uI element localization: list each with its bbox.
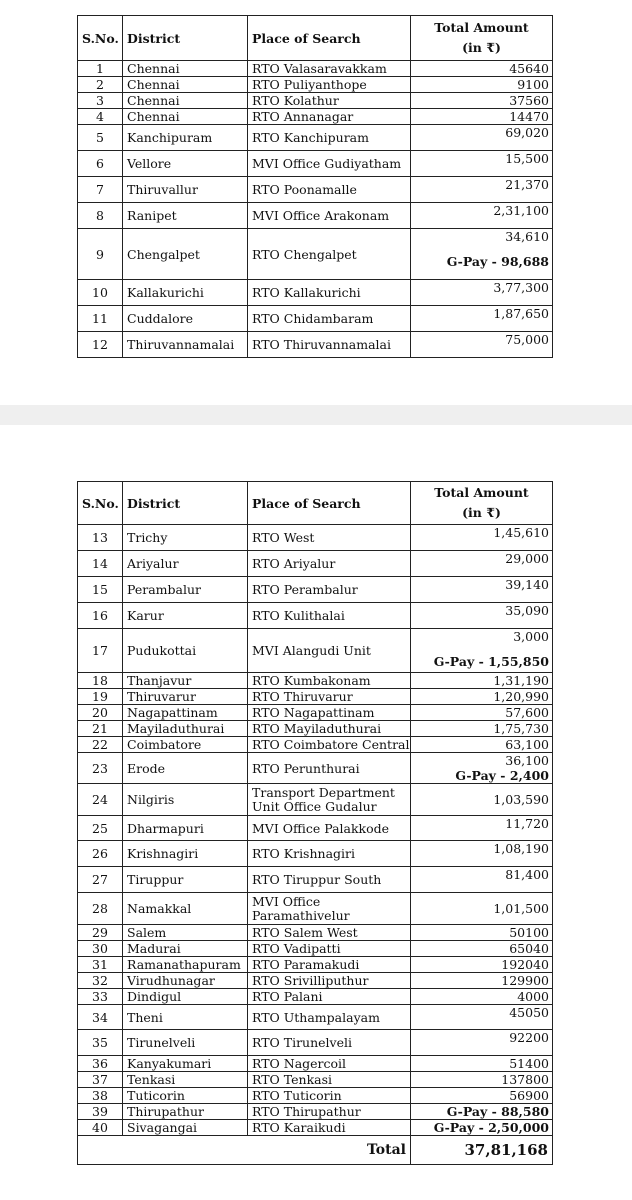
row-sno: 25 xyxy=(78,816,123,841)
table-row xyxy=(78,1005,553,1030)
amount-value: 36,100 xyxy=(505,753,549,768)
table-row xyxy=(78,61,553,77)
row-amount xyxy=(411,1056,553,1072)
row-place: RTO Thirupathur xyxy=(248,1104,411,1120)
amount-value: 1,08,190 xyxy=(493,841,549,856)
row-amount xyxy=(411,673,553,689)
row-amount xyxy=(411,784,553,816)
row-sno: 30 xyxy=(78,941,123,957)
row-district: Chennai xyxy=(123,61,248,77)
table-row xyxy=(78,841,553,867)
row-district: Tirunelveli xyxy=(123,1030,248,1056)
row-sno: 1 xyxy=(78,61,123,77)
table-row xyxy=(78,816,553,841)
row-district: Theni xyxy=(123,1005,248,1030)
row-sno: 2 xyxy=(78,77,123,93)
table-row xyxy=(78,203,553,229)
row-place: RTO Poonamalle xyxy=(248,177,411,203)
row-district: Thanjavur xyxy=(123,673,248,689)
row-place: RTO Tirunelveli xyxy=(248,1030,411,1056)
table-row xyxy=(78,1056,553,1072)
row-amount xyxy=(411,61,553,77)
row-amount xyxy=(411,93,553,109)
row-sno: 31 xyxy=(78,957,123,973)
table-row xyxy=(78,125,553,151)
row-amount xyxy=(411,1072,553,1088)
table-row xyxy=(78,151,553,177)
amount-value: 21,370 xyxy=(505,177,549,192)
row-amount xyxy=(411,973,553,989)
row-place: RTO Kallakurichi xyxy=(248,280,411,306)
gpay-value: - 98,688 xyxy=(487,254,549,269)
table-row xyxy=(78,925,553,941)
row-district: Dindigul xyxy=(123,989,248,1005)
row-sno: 11 xyxy=(78,306,123,332)
document-page-2 xyxy=(0,425,632,1200)
search-amount-table-part2 xyxy=(77,481,553,1165)
gpay-value: - 88,580 xyxy=(487,1104,549,1119)
table-row xyxy=(78,973,553,989)
row-sno: 17 xyxy=(78,629,123,673)
gpay-label: G-Pay xyxy=(433,654,475,669)
row-sno: 4 xyxy=(78,109,123,125)
row-amount xyxy=(411,177,553,203)
row-district: Karur xyxy=(123,603,248,629)
row-amount xyxy=(411,816,553,841)
row-amount xyxy=(411,280,553,306)
table-row xyxy=(78,1120,553,1136)
row-sno: 40 xyxy=(78,1120,123,1136)
table-row xyxy=(78,629,553,673)
row-sno: 14 xyxy=(78,551,123,577)
row-amount xyxy=(411,1030,553,1056)
gpay-value: - 1,55,850 xyxy=(474,654,549,669)
row-place: RTO Mayiladuthurai xyxy=(248,721,411,737)
header-district: District xyxy=(123,16,248,61)
amount-value: 81,400 xyxy=(505,867,549,882)
amount-value: 192040 xyxy=(501,957,549,972)
row-place: MVI Office Paramathivelur xyxy=(248,893,411,925)
row-district: Tenkasi xyxy=(123,1072,248,1088)
row-district: Mayiladuthurai xyxy=(123,721,248,737)
amount-value: 9100 xyxy=(517,77,549,92)
row-amount xyxy=(411,1088,553,1104)
row-place: RTO Valasaravakkam xyxy=(248,61,411,77)
table-row xyxy=(78,577,553,603)
row-sno: 10 xyxy=(78,280,123,306)
table-row xyxy=(78,737,553,753)
row-place: MVI Office Gudiyatham xyxy=(248,151,411,177)
table-row xyxy=(78,551,553,577)
amount-value: 37560 xyxy=(509,93,549,108)
total-row xyxy=(78,1136,553,1165)
amount-value: 3,77,300 xyxy=(493,280,549,295)
table-row xyxy=(78,306,553,332)
row-place: RTO Kanchipuram xyxy=(248,125,411,151)
row-amount xyxy=(411,525,553,551)
row-sno: 39 xyxy=(78,1104,123,1120)
header-amount-unit: (in ₹) xyxy=(462,40,501,55)
row-sno: 38 xyxy=(78,1088,123,1104)
row-place: MVI Office Arakonam xyxy=(248,203,411,229)
row-place: RTO Chidambaram xyxy=(248,306,411,332)
row-sno: 22 xyxy=(78,737,123,753)
amount-value: 1,03,590 xyxy=(493,792,549,807)
amount-value: 1,20,990 xyxy=(493,689,549,704)
amount-value: 14470 xyxy=(509,109,549,124)
table-row xyxy=(78,753,553,784)
row-amount xyxy=(411,689,553,705)
table-row xyxy=(78,1030,553,1056)
row-sno: 23 xyxy=(78,753,123,784)
header-amount-unit: (in ₹) xyxy=(462,505,501,520)
row-district: Trichy xyxy=(123,525,248,551)
row-amount xyxy=(411,867,553,893)
row-sno: 18 xyxy=(78,673,123,689)
row-place: RTO Kumbakonam xyxy=(248,673,411,689)
row-sno: 13 xyxy=(78,525,123,551)
row-sno: 7 xyxy=(78,177,123,203)
amount-value: 1,75,730 xyxy=(493,721,549,736)
table-row xyxy=(78,705,553,721)
row-sno: 8 xyxy=(78,203,123,229)
row-district: Virudhunagar xyxy=(123,973,248,989)
table-row xyxy=(78,77,553,93)
row-place: RTO Nagapattinam xyxy=(248,705,411,721)
row-district: Chennai xyxy=(123,93,248,109)
amount-value: 75,000 xyxy=(505,332,549,347)
row-amount xyxy=(411,629,553,673)
row-place: RTO Annanagar xyxy=(248,109,411,125)
row-district: Chennai xyxy=(123,109,248,125)
row-sno: 32 xyxy=(78,973,123,989)
amount-value: 35,090 xyxy=(505,603,549,618)
gpay-amount xyxy=(415,654,549,669)
row-amount xyxy=(411,893,553,925)
row-sno: 29 xyxy=(78,925,123,941)
amount-value: 56900 xyxy=(509,1088,549,1103)
header-amount-title: Total Amount xyxy=(434,20,529,35)
row-district: Ariyalur xyxy=(123,551,248,577)
row-place: RTO Tenkasi xyxy=(248,1072,411,1088)
gpay-value: - 2,50,000 xyxy=(474,1120,549,1135)
row-place: RTO Thiruvarur xyxy=(248,689,411,705)
row-place: RTO Tiruppur South xyxy=(248,867,411,893)
row-district: Thiruvarur xyxy=(123,689,248,705)
gpay-amount xyxy=(415,768,549,783)
table-row xyxy=(78,603,553,629)
row-amount xyxy=(411,229,553,280)
row-sno: 5 xyxy=(78,125,123,151)
row-amount xyxy=(411,737,553,753)
table-row xyxy=(78,893,553,925)
row-sno: 9 xyxy=(78,229,123,280)
row-district: Salem xyxy=(123,925,248,941)
row-district: Pudukottai xyxy=(123,629,248,673)
search-amount-table-part1 xyxy=(77,15,553,358)
row-sno: 20 xyxy=(78,705,123,721)
row-place: RTO Nagercoil xyxy=(248,1056,411,1072)
table-row xyxy=(78,229,553,280)
row-amount xyxy=(411,203,553,229)
table-row xyxy=(78,689,553,705)
row-place: RTO Salem West xyxy=(248,925,411,941)
row-sno: 15 xyxy=(78,577,123,603)
amount-value: 39,140 xyxy=(505,577,549,592)
row-place: RTO West xyxy=(248,525,411,551)
row-sno: 34 xyxy=(78,1005,123,1030)
row-district: Namakkal xyxy=(123,893,248,925)
table-row xyxy=(78,673,553,689)
amount-value: 4000 xyxy=(517,989,549,1004)
row-amount xyxy=(411,151,553,177)
table-row xyxy=(78,989,553,1005)
total-label: Total xyxy=(78,1136,411,1165)
row-place: RTO Perambalur xyxy=(248,577,411,603)
amount-value: 69,020 xyxy=(505,125,549,140)
row-district: Kallakurichi xyxy=(123,280,248,306)
row-amount xyxy=(411,705,553,721)
row-place: RTO Srivilliputhur xyxy=(248,973,411,989)
row-amount xyxy=(411,721,553,737)
header-district: District xyxy=(123,482,248,525)
table-row xyxy=(78,1072,553,1088)
row-district: Ranipet xyxy=(123,203,248,229)
gpay-amount xyxy=(415,1120,549,1135)
row-district: Krishnagiri xyxy=(123,841,248,867)
row-district: Erode xyxy=(123,753,248,784)
row-district: Dharmapuri xyxy=(123,816,248,841)
table-row xyxy=(78,332,553,358)
row-place: RTO Thiruvannamalai xyxy=(248,332,411,358)
row-sno: 3 xyxy=(78,93,123,109)
table-row xyxy=(78,1104,553,1120)
row-sno: 26 xyxy=(78,841,123,867)
table-row xyxy=(78,957,553,973)
table-row xyxy=(78,784,553,816)
row-district: Nagapattinam xyxy=(123,705,248,721)
header-amount-title: Total Amount xyxy=(434,485,529,500)
row-amount xyxy=(411,306,553,332)
header-place: Place of Search xyxy=(248,16,411,61)
row-district: Tuticorin xyxy=(123,1088,248,1104)
row-district: Perambalur xyxy=(123,577,248,603)
row-district: Nilgiris xyxy=(123,784,248,816)
header-amount xyxy=(411,16,553,61)
row-place: RTO Kolathur xyxy=(248,93,411,109)
table-row xyxy=(78,867,553,893)
row-district: Madurai xyxy=(123,941,248,957)
row-sno: 6 xyxy=(78,151,123,177)
amount-value: 11,720 xyxy=(505,816,549,831)
row-place: RTO Vadipatti xyxy=(248,941,411,957)
amount-value: 129900 xyxy=(501,973,549,988)
row-place: RTO Paramakudi xyxy=(248,957,411,973)
row-amount xyxy=(411,77,553,93)
row-sno: 37 xyxy=(78,1072,123,1088)
table-row xyxy=(78,525,553,551)
row-place: RTO Puliyanthope xyxy=(248,77,411,93)
document-page-1 xyxy=(0,0,632,405)
row-district: Thiruvannamalai xyxy=(123,332,248,358)
row-district: Kanchipuram xyxy=(123,125,248,151)
row-place: RTO Tuticorin xyxy=(248,1088,411,1104)
amount-value: 45050 xyxy=(509,1005,549,1020)
table-row xyxy=(78,1088,553,1104)
header-sno: S.No. xyxy=(78,482,123,525)
row-sno: 19 xyxy=(78,689,123,705)
gpay-label: G-Pay xyxy=(446,1104,488,1119)
table-row xyxy=(78,109,553,125)
row-place: RTO Karaikudi xyxy=(248,1120,411,1136)
amount-value: 45640 xyxy=(509,61,549,76)
gpay-label: G-Pay xyxy=(455,768,496,783)
amount-value: 1,45,610 xyxy=(493,525,549,540)
row-district: Thiruvallur xyxy=(123,177,248,203)
row-amount xyxy=(411,989,553,1005)
gpay-label: G-Pay xyxy=(446,254,488,269)
row-place: MVI Office Palakkode xyxy=(248,816,411,841)
row-sno: 27 xyxy=(78,867,123,893)
row-amount xyxy=(411,925,553,941)
table-row xyxy=(78,941,553,957)
amount-value: 29,000 xyxy=(505,551,549,566)
amount-value: 15,500 xyxy=(505,151,549,166)
amount-value: 2,31,100 xyxy=(493,203,549,218)
table-row xyxy=(78,721,553,737)
row-district: Chennai xyxy=(123,77,248,93)
row-sno: 16 xyxy=(78,603,123,629)
amount-value: 51400 xyxy=(509,1056,549,1071)
amount-value: 63,100 xyxy=(505,737,549,752)
amount-value: 137800 xyxy=(501,1072,549,1087)
gpay-amount xyxy=(415,1104,549,1119)
row-district: Thirupathur xyxy=(123,1104,248,1120)
amount-value: 50100 xyxy=(509,925,549,940)
amount-value: 57,600 xyxy=(505,705,549,720)
row-place: RTO Chengalpet xyxy=(248,229,411,280)
row-amount xyxy=(411,125,553,151)
row-sno: 12 xyxy=(78,332,123,358)
row-district: Tiruppur xyxy=(123,867,248,893)
row-place: RTO Perunthurai xyxy=(248,753,411,784)
row-place: RTO Coimbatore Central xyxy=(248,737,411,753)
row-amount xyxy=(411,551,553,577)
total-value: 37,81,168 xyxy=(411,1136,553,1165)
table-header-row xyxy=(78,482,553,525)
row-place: RTO Uthampalayam xyxy=(248,1005,411,1030)
row-place: MVI Alangudi Unit xyxy=(248,629,411,673)
row-district: Chengalpet xyxy=(123,229,248,280)
header-amount xyxy=(411,482,553,525)
row-amount xyxy=(411,841,553,867)
row-amount xyxy=(411,109,553,125)
table-header-row xyxy=(78,16,553,61)
row-sno: 21 xyxy=(78,721,123,737)
row-sno: 24 xyxy=(78,784,123,816)
amount-value: 92200 xyxy=(509,1030,549,1045)
header-place: Place of Search xyxy=(248,482,411,525)
table-row xyxy=(78,93,553,109)
header-sno: S.No. xyxy=(78,16,123,61)
gpay-value: - 2,400 xyxy=(495,768,549,783)
row-place: RTO Krishnagiri xyxy=(248,841,411,867)
amount-value: 34,610 xyxy=(505,229,549,244)
amount-value: 1,01,500 xyxy=(493,901,549,916)
gpay-label: G-Pay xyxy=(433,1120,475,1135)
row-sno: 36 xyxy=(78,1056,123,1072)
row-amount xyxy=(411,603,553,629)
row-district: Coimbatore xyxy=(123,737,248,753)
row-amount xyxy=(411,577,553,603)
amount-value: 3,000 xyxy=(513,629,549,644)
row-place: RTO Ariyalur xyxy=(248,551,411,577)
row-district: Sivagangai xyxy=(123,1120,248,1136)
row-sno: 35 xyxy=(78,1030,123,1056)
row-place: RTO Kulithalai xyxy=(248,603,411,629)
table-row xyxy=(78,280,553,306)
row-place: RTO Palani xyxy=(248,989,411,1005)
row-district: Kanyakumari xyxy=(123,1056,248,1072)
amount-value: 65040 xyxy=(509,941,549,956)
amount-value: 1,31,190 xyxy=(493,673,549,688)
row-amount xyxy=(411,957,553,973)
table-row xyxy=(78,177,553,203)
amount-value: 1,87,650 xyxy=(493,306,549,321)
row-amount xyxy=(411,1120,553,1136)
row-sno: 33 xyxy=(78,989,123,1005)
row-amount xyxy=(411,332,553,358)
row-sno: 28 xyxy=(78,893,123,925)
row-district: Vellore xyxy=(123,151,248,177)
row-place: Transport Department Unit Office Gudalur xyxy=(248,784,411,816)
row-district: Cuddalore xyxy=(123,306,248,332)
row-district: Ramanathapuram xyxy=(123,957,248,973)
gpay-amount xyxy=(415,254,549,269)
row-amount xyxy=(411,1104,553,1120)
row-amount xyxy=(411,753,553,784)
row-amount xyxy=(411,941,553,957)
row-amount xyxy=(411,1005,553,1030)
